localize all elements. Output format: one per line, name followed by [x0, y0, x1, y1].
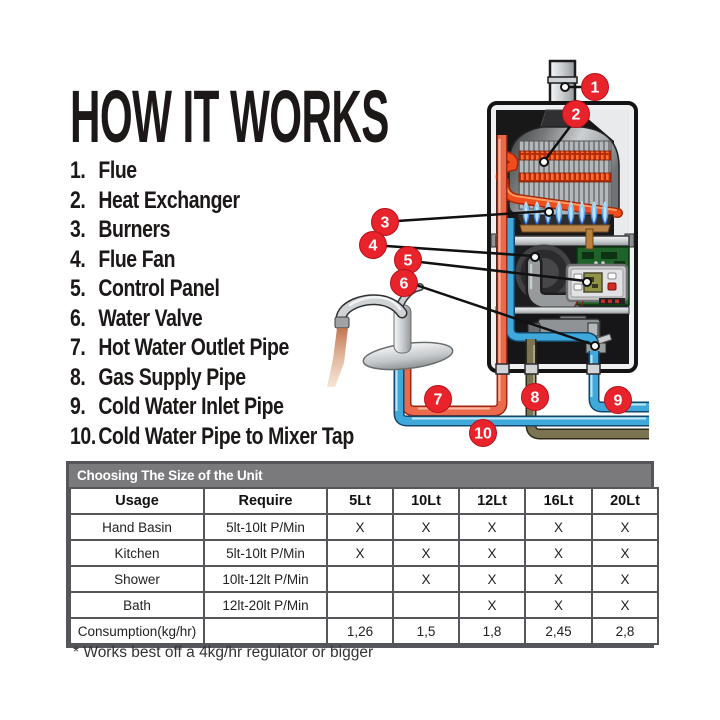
mixer-tap: [327, 287, 454, 387]
callout-2: [563, 101, 590, 128]
callout-5: [395, 247, 422, 274]
list-item: [70, 392, 354, 422]
item-label: Hot Water Outlet Pipe: [98, 334, 289, 361]
table-cell: Bath: [70, 592, 204, 618]
table-cell: X: [393, 514, 459, 540]
table-cell: 12lt-20lt P/Min: [204, 592, 327, 618]
tap-nozzle: [335, 317, 349, 328]
panel-button: [574, 284, 582, 290]
lower-divider-bar: [496, 307, 629, 314]
footnote: * Works best off a 4kg/hr regulator or bigger: [73, 644, 374, 661]
callout-6: [391, 270, 418, 297]
column-header: Usage: [70, 488, 204, 514]
table-row: [70, 540, 658, 566]
table-header-row: [70, 488, 658, 514]
item-number: 1.: [70, 157, 86, 184]
panel-power-button: [608, 283, 616, 290]
table-cell: X: [327, 514, 393, 540]
table-row: [70, 592, 658, 618]
table-cell: X: [327, 540, 393, 566]
water-heater-diagram: [320, 55, 720, 455]
callout-7: [425, 386, 452, 413]
item-number: 3.: [70, 216, 86, 243]
list-item: [70, 215, 354, 245]
list-item: [70, 333, 354, 363]
item-number: 7.: [70, 334, 86, 361]
table-cell: 5lt-10lt P/Min: [204, 514, 327, 540]
callout-9: [605, 387, 632, 414]
table-cell: Kitchen: [70, 540, 204, 566]
item-number: 8.: [70, 363, 86, 391]
list-item: [70, 274, 354, 304]
list-item: [70, 363, 354, 393]
callout-4: [360, 232, 387, 259]
table-cell: X: [459, 592, 525, 618]
table-cell: 1,5: [393, 618, 459, 644]
callout-number: 1: [590, 79, 600, 97]
table-cell: Shower: [70, 566, 204, 592]
table-cell: X: [592, 514, 658, 540]
list-item: [70, 186, 354, 216]
callout-1: [582, 74, 609, 101]
size-table: [66, 461, 654, 648]
item-number: 2.: [70, 186, 86, 214]
water-stream: [327, 328, 348, 387]
table-cell: Consumption(kg/hr): [70, 618, 204, 644]
page-title: HOW IT WORKS: [70, 75, 389, 158]
table-cell: X: [459, 514, 525, 540]
table-cell: 1,26: [327, 618, 393, 644]
table-row: [70, 566, 658, 592]
table-row: [70, 618, 658, 644]
table-row: [70, 514, 658, 540]
column-header: Require: [204, 488, 327, 514]
table-cell: Hand Basin: [70, 514, 204, 540]
copper-rod: [586, 229, 593, 249]
table-cell: X: [592, 566, 658, 592]
table-cell: X: [525, 514, 592, 540]
table-cell: [204, 618, 327, 644]
callout-number: 8: [530, 389, 540, 407]
size-table-grid: [69, 487, 659, 645]
table-cell: 2,8: [592, 618, 658, 644]
table-cell: X: [393, 540, 459, 566]
table-cell: X: [525, 566, 592, 592]
callout-number: 3: [380, 214, 390, 232]
table-cell: [393, 592, 459, 618]
glow-strip: [519, 151, 611, 160]
table-title: Choosing The Size of the Unit: [69, 464, 651, 487]
callout-number: 2: [571, 106, 581, 124]
callout-number: 9: [613, 392, 623, 410]
callout-number: 5: [403, 252, 413, 270]
column-header: 10Lt: [393, 488, 459, 514]
list-item: [70, 156, 354, 186]
item-label: Flue Fan: [98, 245, 176, 273]
callout-number: 4: [368, 237, 378, 255]
list-item: [70, 245, 354, 275]
callout-8: [522, 384, 549, 411]
item-label: Flue: [98, 157, 137, 184]
table-cell: X: [592, 540, 658, 566]
table-cell: [327, 592, 393, 618]
table-cell: 5lt-10lt P/Min: [204, 540, 327, 566]
control-panel: [567, 265, 627, 301]
glow-strip: [519, 173, 611, 182]
column-header: 12Lt: [459, 488, 525, 514]
table-cell: 1,8: [459, 618, 525, 644]
table-cell: X: [459, 540, 525, 566]
item-label: Control Panel: [98, 275, 220, 302]
table-cell: 2,45: [525, 618, 592, 644]
item-number: 5.: [70, 275, 86, 302]
table-cell: X: [393, 566, 459, 592]
list-item: [70, 422, 354, 452]
item-label: Water Valve: [98, 304, 203, 332]
table-cell: 10lt-12lt P/Min: [204, 566, 327, 592]
callout-number: 6: [399, 275, 409, 293]
item-label: Cold Water Pipe to Mixer Tap: [98, 422, 354, 450]
item-label: Heat Exchanger: [98, 186, 240, 214]
parts-list: [70, 156, 354, 451]
panel-button: [608, 273, 616, 279]
burner-tray: [520, 225, 610, 232]
callout-number: 7: [433, 391, 443, 409]
table-cell: X: [525, 592, 592, 618]
item-number: 9.: [70, 393, 86, 420]
item-label: Burners: [98, 216, 171, 243]
table-cell: X: [459, 566, 525, 592]
column-header: 20Lt: [592, 488, 658, 514]
callout-10: [470, 420, 497, 447]
table-cell: X: [525, 540, 592, 566]
item-number: 4.: [70, 245, 86, 273]
item-number: 6.: [70, 304, 86, 332]
table-cell: [327, 566, 393, 592]
column-header: 16Lt: [525, 488, 592, 514]
item-label: Cold Water Inlet Pipe: [98, 393, 284, 420]
callout-number: 10: [474, 425, 492, 443]
table-cell: X: [592, 592, 658, 618]
item-label: Gas Supply Pipe: [98, 363, 246, 391]
list-item: [70, 304, 354, 334]
item-number: 10.: [70, 422, 96, 450]
column-header: 5Lt: [327, 488, 393, 514]
